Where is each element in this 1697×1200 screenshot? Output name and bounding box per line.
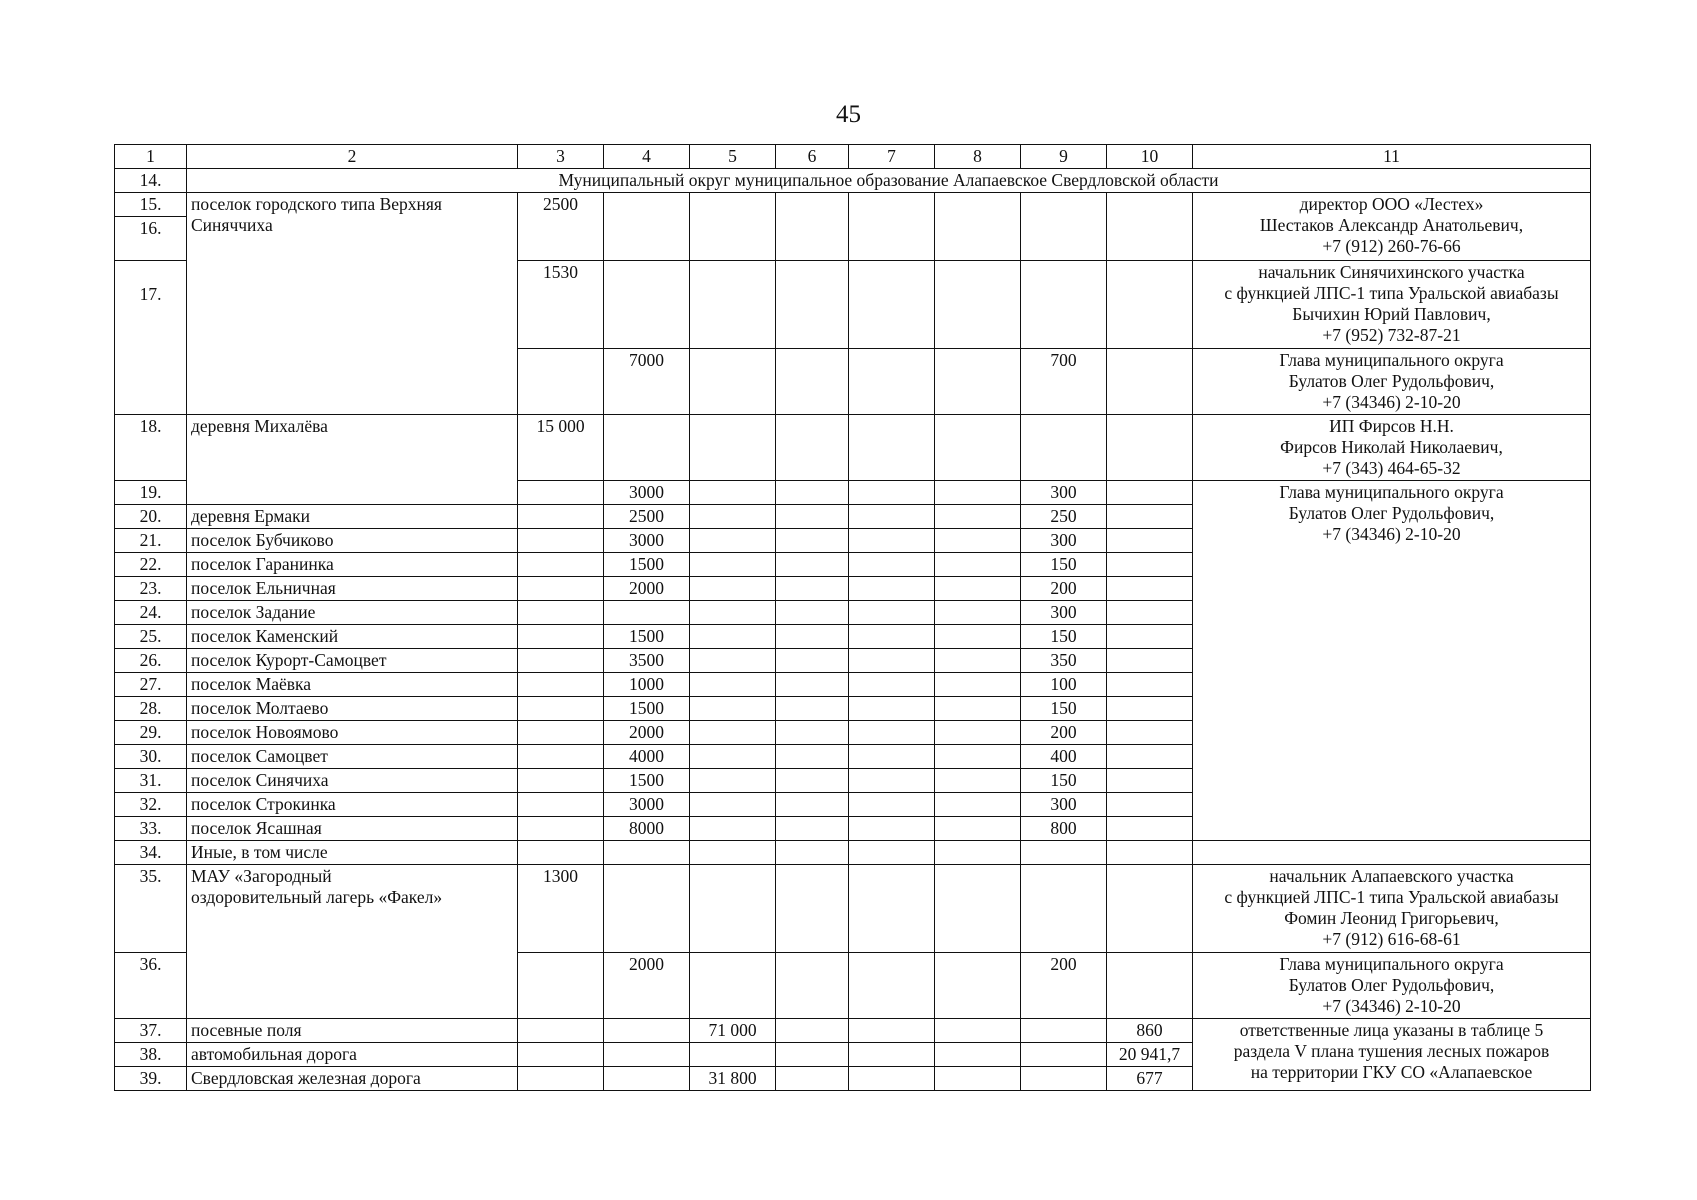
- cell-col9: 300: [1021, 601, 1107, 625]
- cell-col6: [776, 1067, 849, 1091]
- cell-col10: [1107, 769, 1193, 793]
- row-number: 39.: [115, 1067, 187, 1091]
- cell-col5: [690, 649, 776, 673]
- header-cell: 9: [1021, 145, 1107, 169]
- cell-col4: [604, 865, 690, 953]
- settlement-name: поселок Каменский: [187, 625, 518, 649]
- cell-col6: [776, 1043, 849, 1067]
- cell-col3: [518, 601, 604, 625]
- header-cell: 8: [935, 145, 1021, 169]
- settlement-name: поселок Курорт-Самоцвет: [187, 649, 518, 673]
- cell-col6: [776, 193, 849, 261]
- cell-col3: [518, 673, 604, 697]
- cell-col9: 300: [1021, 481, 1107, 505]
- row-number-empty: [115, 261, 187, 415]
- table-row: [115, 1019, 1591, 1043]
- cell-col7: [849, 721, 935, 745]
- cell-col5: [690, 865, 776, 953]
- settlement-name: поселок Молтаево: [187, 697, 518, 721]
- row-number: 37.: [115, 1019, 187, 1043]
- cell-col8: [935, 649, 1021, 673]
- cell-col6: [776, 505, 849, 529]
- cell-col9: [1021, 1043, 1107, 1067]
- contact-cell: Глава муниципального округа Булатов Олег Рудольфович, +7 (34346) 2-10-20: [1193, 481, 1591, 841]
- cell-col6: [776, 721, 849, 745]
- cell-col6: [776, 1019, 849, 1043]
- cell-col4: [604, 193, 690, 261]
- cell-col10: [1107, 817, 1193, 841]
- cell-col3: [518, 529, 604, 553]
- cell-col9: 350: [1021, 649, 1107, 673]
- cell-col3: 1300: [518, 865, 604, 953]
- contact-cell: ИП Фирсов Н.Н. Фирсов Николай Николаевич, +7 (343) 464-65-32: [1193, 415, 1591, 481]
- cell-col7: [849, 415, 935, 481]
- cell-col8: [935, 1043, 1021, 1067]
- settlement-name: поселок Самоцвет: [187, 745, 518, 769]
- cell-col7: [849, 625, 935, 649]
- cell-col4: [604, 261, 690, 349]
- cell-col9: 200: [1021, 577, 1107, 601]
- settlement-name: деревня Ермаки: [187, 505, 518, 529]
- cell-col10: [1107, 649, 1193, 673]
- cell-col3: [518, 349, 604, 415]
- cell-col7: [849, 841, 935, 865]
- cell-col3: [518, 625, 604, 649]
- cell-col7: [849, 1019, 935, 1043]
- cell-col5: [690, 577, 776, 601]
- cell-col10: [1107, 793, 1193, 817]
- cell-col6: [776, 745, 849, 769]
- settlement-name: поселок Новоямово: [187, 721, 518, 745]
- cell-col8: [935, 601, 1021, 625]
- contact-cell: директор ООО «Лестех» Шестаков Александр Анатольевич, +7 (912) 260-76-66: [1193, 193, 1591, 261]
- cell-col3: [518, 481, 604, 505]
- cell-col6: [776, 841, 849, 865]
- cell-col8: [935, 349, 1021, 415]
- header-cell: 6: [776, 145, 849, 169]
- contact-cell: Глава муниципального округа Булатов Олег Рудольфович, +7 (34346) 2-10-20: [1193, 349, 1591, 415]
- settlement-name: МАУ «Загородный оздоровительный лагерь «Факел»: [187, 865, 518, 1019]
- settlement-name: посевные поля: [187, 1019, 518, 1043]
- cell-col7: [849, 865, 935, 953]
- row-number: 31.: [115, 769, 187, 793]
- cell-col3: 2500: [518, 193, 604, 261]
- row-number: 29.: [115, 721, 187, 745]
- cell-col8: [935, 625, 1021, 649]
- cell-col7: [849, 1043, 935, 1067]
- cell-col5: [690, 625, 776, 649]
- cell-col5: [690, 193, 776, 261]
- cell-col4: [604, 415, 690, 481]
- cell-col5: [690, 261, 776, 349]
- cell-col10: [1107, 553, 1193, 577]
- cell-col4: 1000: [604, 673, 690, 697]
- cell-col3: [518, 1019, 604, 1043]
- section-title: Муниципальный округ муниципальное образование Алапаевское Свердловской области: [187, 169, 1591, 193]
- settlement-name: поселок Строкинка: [187, 793, 518, 817]
- cell-col4: 2000: [604, 953, 690, 1019]
- cell-col4: 3000: [604, 529, 690, 553]
- cell-col9: 300: [1021, 793, 1107, 817]
- cell-col10: 677: [1107, 1067, 1193, 1091]
- cell-col5: [690, 1043, 776, 1067]
- cell-col8: [935, 261, 1021, 349]
- table-row: [115, 193, 1591, 217]
- cell-col8: [935, 193, 1021, 261]
- settlement-name: поселок Задание: [187, 601, 518, 625]
- cell-col4: 1500: [604, 625, 690, 649]
- cell-col4: 2500: [604, 505, 690, 529]
- cell-col5: [690, 745, 776, 769]
- row-number: 20.: [115, 505, 187, 529]
- settlement-name: поселок Бубчиково: [187, 529, 518, 553]
- settlement-name: поселок городского типа Верхняя Синяччиха: [187, 193, 518, 415]
- cell-col9: [1021, 1019, 1107, 1043]
- row-number: 32.: [115, 793, 187, 817]
- row-number: 18.: [115, 415, 187, 481]
- cell-col3: [518, 697, 604, 721]
- cell-col8: [935, 529, 1021, 553]
- row-number: 25.: [115, 625, 187, 649]
- cell-col5: [690, 697, 776, 721]
- row-number: 21.: [115, 529, 187, 553]
- settlement-name: поселок Ельничная: [187, 577, 518, 601]
- cell-col9: 700: [1021, 349, 1107, 415]
- row-number: 28.: [115, 697, 187, 721]
- cell-col3: [518, 745, 604, 769]
- cell-col6: [776, 577, 849, 601]
- data-table: [114, 144, 1591, 1091]
- cell-col8: [935, 745, 1021, 769]
- cell-col6: [776, 673, 849, 697]
- cell-col9: 250: [1021, 505, 1107, 529]
- cell-col3: [518, 1043, 604, 1067]
- settlement-name: Иные, в том числе: [187, 841, 518, 865]
- cell-col3: [518, 721, 604, 745]
- cell-col6: [776, 601, 849, 625]
- cell-col8: [935, 553, 1021, 577]
- row-number: 36.: [115, 953, 187, 1019]
- cell-col7: [849, 505, 935, 529]
- cell-col10: [1107, 697, 1193, 721]
- row-number: 23.: [115, 577, 187, 601]
- header-cell: 1: [115, 145, 187, 169]
- cell-col3: [518, 769, 604, 793]
- header-cell: 2: [187, 145, 518, 169]
- row-number: 27.: [115, 673, 187, 697]
- cell-col5: [690, 769, 776, 793]
- row-number: 38.: [115, 1043, 187, 1067]
- header-cell: 5: [690, 145, 776, 169]
- header-cell: 7: [849, 145, 935, 169]
- cell-col10: 20 941,7: [1107, 1043, 1193, 1067]
- contact-cell: [1193, 841, 1591, 865]
- cell-col10: [1107, 601, 1193, 625]
- settlement-name: поселок Ясашная: [187, 817, 518, 841]
- cell-col5: [690, 793, 776, 817]
- cell-col4: 3500: [604, 649, 690, 673]
- cell-col6: [776, 769, 849, 793]
- settlement-name: Свердловская железная дорога: [187, 1067, 518, 1091]
- cell-col10: [1107, 261, 1193, 349]
- cell-col4: [604, 1043, 690, 1067]
- cell-col7: [849, 673, 935, 697]
- cell-col3: [518, 1067, 604, 1091]
- cell-col3: 1530: [518, 261, 604, 349]
- cell-col7: [849, 1067, 935, 1091]
- cell-col9: [1021, 865, 1107, 953]
- cell-col9: 200: [1021, 721, 1107, 745]
- cell-col10: [1107, 841, 1193, 865]
- cell-col7: [849, 577, 935, 601]
- contact-cell: ответственные лица указаны в таблице 5 раздела V плана тушения лесных пожаров на территории ГКУ СО «Алапаевское: [1193, 1019, 1591, 1091]
- cell-col5: [690, 553, 776, 577]
- cell-col8: [935, 1019, 1021, 1043]
- row-number: 26.: [115, 649, 187, 673]
- cell-col9: [1021, 841, 1107, 865]
- header-cell: 11: [1193, 145, 1591, 169]
- cell-col8: [935, 721, 1021, 745]
- cell-col4: 3000: [604, 481, 690, 505]
- table-row: [115, 865, 1591, 953]
- cell-col8: [935, 841, 1021, 865]
- header-cell: 4: [604, 145, 690, 169]
- cell-col4: 1500: [604, 769, 690, 793]
- cell-col9: 200: [1021, 953, 1107, 1019]
- cell-col5: [690, 841, 776, 865]
- header-cell: 10: [1107, 145, 1193, 169]
- cell-col9: [1021, 1067, 1107, 1091]
- cell-col6: [776, 953, 849, 1019]
- cell-col6: [776, 349, 849, 415]
- cell-col3: [518, 953, 604, 1019]
- cell-col10: [1107, 625, 1193, 649]
- cell-col3: [518, 793, 604, 817]
- cell-col6: [776, 625, 849, 649]
- cell-col9: [1021, 261, 1107, 349]
- cell-col4: 1500: [604, 697, 690, 721]
- cell-col10: [1107, 721, 1193, 745]
- cell-col7: [849, 349, 935, 415]
- cell-col6: [776, 865, 849, 953]
- cell-col8: [935, 673, 1021, 697]
- row-number: 14.: [115, 169, 187, 193]
- cell-col3: 15 000: [518, 415, 604, 481]
- cell-col5: 31 800: [690, 1067, 776, 1091]
- cell-col4: 2000: [604, 577, 690, 601]
- cell-col7: [849, 649, 935, 673]
- cell-col3: [518, 505, 604, 529]
- cell-col8: [935, 577, 1021, 601]
- settlement-name: деревня Михалёва: [187, 415, 518, 505]
- settlement-name: поселок Гаранинка: [187, 553, 518, 577]
- cell-col7: [849, 481, 935, 505]
- cell-col4: 4000: [604, 745, 690, 769]
- header-row: [115, 145, 1591, 169]
- cell-col4: 8000: [604, 817, 690, 841]
- table-row: [115, 415, 1591, 481]
- cell-col10: [1107, 349, 1193, 415]
- cell-col5: [690, 349, 776, 415]
- cell-col6: [776, 261, 849, 349]
- cell-col3: [518, 577, 604, 601]
- cell-col8: [935, 793, 1021, 817]
- contact-cell: начальник Алапаевского участка с функцией ЛПС-1 типа Уральской авиабазы Фомин Леонид Григорьевич, +7 (912) 616-68-61: [1193, 865, 1591, 953]
- cell-col8: [935, 505, 1021, 529]
- cell-col8: [935, 481, 1021, 505]
- cell-col7: [849, 697, 935, 721]
- cell-col8: [935, 1067, 1021, 1091]
- cell-col9: 150: [1021, 769, 1107, 793]
- cell-col7: [849, 953, 935, 1019]
- cell-col3: [518, 649, 604, 673]
- cell-col4: [604, 601, 690, 625]
- row-number: 35.: [115, 865, 187, 953]
- cell-col7: [849, 529, 935, 553]
- row-number: 22.: [115, 553, 187, 577]
- cell-col10: [1107, 577, 1193, 601]
- cell-col6: [776, 649, 849, 673]
- cell-col4: [604, 1067, 690, 1091]
- cell-col9: [1021, 415, 1107, 481]
- cell-col3: [518, 553, 604, 577]
- section-row: [115, 169, 1591, 193]
- cell-col10: [1107, 953, 1193, 1019]
- settlement-name: поселок Синячиха: [187, 769, 518, 793]
- cell-col6: [776, 481, 849, 505]
- row-number: 34.: [115, 841, 187, 865]
- cell-col4: 2000: [604, 721, 690, 745]
- cell-col6: [776, 697, 849, 721]
- cell-col10: [1107, 481, 1193, 505]
- cell-col10: [1107, 415, 1193, 481]
- row-number: 16.: [115, 217, 187, 261]
- cell-col7: [849, 793, 935, 817]
- cell-col9: 300: [1021, 529, 1107, 553]
- cell-col3: [518, 841, 604, 865]
- cell-col5: 71 000: [690, 1019, 776, 1043]
- cell-col8: [935, 415, 1021, 481]
- cell-col8: [935, 953, 1021, 1019]
- row-number: 24.: [115, 601, 187, 625]
- cell-col4: [604, 841, 690, 865]
- cell-col7: [849, 601, 935, 625]
- cell-col6: [776, 793, 849, 817]
- cell-col8: [935, 817, 1021, 841]
- settlement-name: поселок Маёвка: [187, 673, 518, 697]
- cell-col5: [690, 953, 776, 1019]
- row-number: 15.: [115, 193, 187, 217]
- contact-cell: начальник Синячихинского участка с функцией ЛПС-1 типа Уральской авиабазы Бычихин Юрий Павлович, +7 (952) 732-87-21: [1193, 261, 1591, 349]
- cell-col10: [1107, 673, 1193, 697]
- row-number: 17.: [139, 284, 162, 304]
- cell-col9: 150: [1021, 697, 1107, 721]
- cell-col9: [1021, 193, 1107, 261]
- cell-col5: [690, 673, 776, 697]
- cell-col9: 150: [1021, 553, 1107, 577]
- cell-col8: [935, 697, 1021, 721]
- cell-col4: 1500: [604, 553, 690, 577]
- cell-col9: 150: [1021, 625, 1107, 649]
- cell-col5: [690, 529, 776, 553]
- contact-cell: Глава муниципального округа Булатов Олег Рудольфович, +7 (34346) 2-10-20: [1193, 953, 1591, 1019]
- table-row: [115, 841, 1591, 865]
- page-number: 45: [836, 101, 861, 128]
- cell-col5: [690, 721, 776, 745]
- cell-col3: [518, 817, 604, 841]
- cell-col5: [690, 817, 776, 841]
- cell-col10: [1107, 865, 1193, 953]
- cell-col8: [935, 769, 1021, 793]
- cell-col6: [776, 415, 849, 481]
- row-number: 19.: [115, 481, 187, 505]
- row-number: 33.: [115, 817, 187, 841]
- cell-col10: [1107, 745, 1193, 769]
- cell-col5: [690, 415, 776, 481]
- cell-col7: [849, 193, 935, 261]
- cell-col7: [849, 261, 935, 349]
- cell-col10: [1107, 529, 1193, 553]
- cell-col6: [776, 553, 849, 577]
- cell-col9: 800: [1021, 817, 1107, 841]
- cell-col10: [1107, 193, 1193, 261]
- cell-col7: [849, 769, 935, 793]
- cell-col5: [690, 505, 776, 529]
- cell-col8: [935, 865, 1021, 953]
- cell-col4: 3000: [604, 793, 690, 817]
- header-cell: 3: [518, 145, 604, 169]
- cell-col4: 7000: [604, 349, 690, 415]
- cell-col4: [604, 1019, 690, 1043]
- cell-col10: [1107, 505, 1193, 529]
- cell-col6: [776, 817, 849, 841]
- settlement-name: автомобильная дорога: [187, 1043, 518, 1067]
- cell-col6: [776, 529, 849, 553]
- cell-col7: [849, 745, 935, 769]
- cell-col7: [849, 817, 935, 841]
- cell-col9: 400: [1021, 745, 1107, 769]
- cell-col5: [690, 481, 776, 505]
- cell-col7: [849, 553, 935, 577]
- cell-col10: 860: [1107, 1019, 1193, 1043]
- row-number: 30.: [115, 745, 187, 769]
- cell-col5: [690, 601, 776, 625]
- cell-col9: 100: [1021, 673, 1107, 697]
